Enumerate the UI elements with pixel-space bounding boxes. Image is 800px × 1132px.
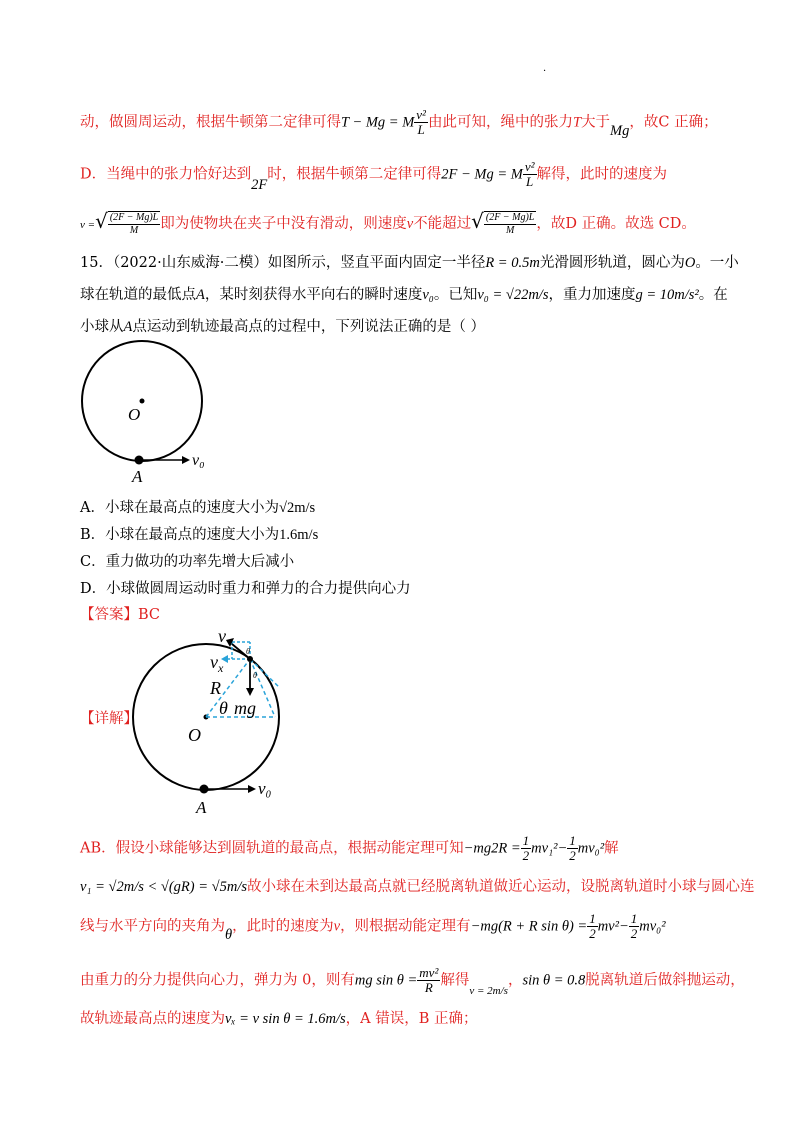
equation: v₀ = √22m/s <box>477 287 549 303</box>
question-15-line-2 <box>80 284 728 306</box>
term: mv₀² <box>639 918 666 935</box>
denominator: R <box>424 980 433 995</box>
text: ，故D 正确。故选 CD。 <box>536 216 696 232</box>
term: mv² <box>597 918 619 935</box>
solution-line-1 <box>80 108 718 137</box>
text: 由重力的分力提供向心力，弹力为 0，则有 <box>80 972 355 989</box>
point-a-label: A <box>196 798 207 817</box>
option-c <box>80 551 294 573</box>
equation: mg sin θ = <box>354 972 418 989</box>
question-15-line-1 <box>80 252 739 274</box>
numerator: 1 <box>522 833 530 848</box>
numerator: 1 <box>630 911 638 926</box>
option-value: 1.6m/s <box>279 527 319 543</box>
text: 时，根据牛顿第二定律可得 <box>267 166 442 183</box>
text: 线与水平方向的夹角为 <box>80 918 225 935</box>
text: 球在轨道的最低点 <box>80 287 196 303</box>
option-text: A．小球在最高点的速度大小为 <box>80 500 279 516</box>
numerator: 1 <box>589 911 596 926</box>
denominator: M <box>129 225 139 236</box>
denominator: L <box>417 122 425 137</box>
numerator: (2F − Mg)L <box>485 212 535 223</box>
text: 不能超过 <box>413 216 472 232</box>
symbol: θ <box>225 926 233 943</box>
text: 。在 <box>698 287 728 303</box>
operator: − <box>618 918 629 935</box>
text: 。已知 <box>433 287 478 303</box>
equation: v₁ = √2m/s < √(gR) = √5m/s <box>80 879 248 895</box>
question-15-line-3 <box>80 316 485 338</box>
text: AB．假设小球能够达到圆轨道的最高点，根据动能定理可知 <box>80 840 464 857</box>
option-text: C．重力做功的功率先增大后减小 <box>80 554 295 570</box>
text: 解得 <box>440 972 470 989</box>
option-value: √2m/s <box>278 500 316 516</box>
theta-small-label: θ <box>246 647 250 656</box>
velocity-label: v₀ <box>192 452 205 469</box>
circle-track-figure <box>70 340 230 490</box>
numerator: v² <box>416 107 426 122</box>
v-label: v <box>218 628 226 646</box>
mg-arrowhead <box>246 688 254 696</box>
denominator: M <box>505 225 515 236</box>
symbol: v <box>333 918 341 935</box>
center-label: O <box>128 405 141 424</box>
equation: vₓ = v sin θ = 1.6m/s <box>225 1011 346 1027</box>
option-d <box>80 578 411 600</box>
ab-line-4 <box>80 966 745 995</box>
sqrt-sign: √ <box>95 209 108 233</box>
symbol: Mg <box>610 122 630 139</box>
center-point <box>140 399 145 404</box>
equation: v = 2m/s <box>469 984 508 997</box>
fraction <box>523 160 537 189</box>
equation: sin θ = 0.8 <box>522 972 586 989</box>
text: 解得，此时的速度为 <box>536 166 667 183</box>
text: ，则根据动能定理有 <box>340 918 471 935</box>
text: 点运动到轨迹最高点的过程中，下列说法正确的是（ ） <box>132 319 485 335</box>
ab-line-3 <box>80 912 666 941</box>
fraction <box>567 834 578 863</box>
symbol: A <box>196 287 205 303</box>
text: 即为使物块在夹子中没有滑动，则速度 <box>160 216 407 232</box>
sqrt-sign: √ <box>471 209 484 233</box>
term: mv₁² <box>531 840 558 857</box>
numerator: 1 <box>569 833 576 848</box>
fraction <box>629 912 640 941</box>
analysis-figure <box>120 628 320 818</box>
dot-mark: · <box>543 66 547 77</box>
text: ， <box>507 972 523 989</box>
text: 。一小 <box>695 255 739 271</box>
fraction <box>484 211 536 237</box>
equation: −mg(R + R sin θ) = <box>470 918 588 935</box>
radius-label: R <box>210 678 221 698</box>
text: ，重力加速度 <box>548 287 636 303</box>
text: 解 <box>604 840 619 857</box>
mg-label: mg <box>234 698 256 718</box>
theta-small-label-2: θ <box>253 671 257 680</box>
text: D．当绳中的张力恰好达到 <box>80 166 252 183</box>
denominator: 2 <box>569 848 576 863</box>
option-b <box>80 524 318 546</box>
denominator: 2 <box>630 926 638 941</box>
answer: 【答案】BC <box>80 607 161 623</box>
angle-label: θ <box>219 698 228 718</box>
equation: R = 0.5m <box>485 255 540 271</box>
denominator: L <box>526 174 534 189</box>
fraction <box>417 966 440 995</box>
text: 故小球在未到达最高点就已经脱离轨道做近心运动，设脱离轨道时小球与圆心连 <box>247 879 755 895</box>
term: mv₀² <box>577 840 605 857</box>
symbol: v = <box>80 219 96 231</box>
numerator: v² <box>524 159 535 174</box>
symbol: A <box>123 319 133 335</box>
v0-arrowhead <box>248 785 256 793</box>
symbol: v₀ <box>422 287 434 303</box>
text: 大于 <box>581 114 611 131</box>
text: ，故C 正确； <box>629 114 718 131</box>
fraction <box>587 912 598 941</box>
fraction <box>414 108 428 137</box>
text: ，A 错误，B 正确； <box>345 1011 478 1027</box>
option-text: D．小球做圆周运动时重力和弹力的合力提供向心力 <box>80 581 411 597</box>
text: ，此时的速度为 <box>232 918 334 935</box>
v0-label: v₀ <box>258 779 272 798</box>
equation: −mg2R = <box>463 840 521 857</box>
numerator: mv² <box>419 965 439 980</box>
detail-label: 【详解】 <box>80 711 138 727</box>
numerator: (2F − Mg)L <box>109 212 159 223</box>
center-label: O <box>188 725 201 745</box>
text: 光滑圆形轨道，圆心为 <box>539 255 685 271</box>
text: 由此可知，绳中的张力 <box>427 114 573 131</box>
symbol: v <box>406 216 414 232</box>
text: 小球从 <box>80 319 124 335</box>
ab-line-1 <box>80 834 619 863</box>
denominator: 2 <box>589 926 596 941</box>
velocity-arrowhead <box>182 456 190 464</box>
vx-label: $v_x$ <box>210 652 224 675</box>
ab-line-5 <box>80 1008 477 1030</box>
solution-line-2 <box>80 159 667 193</box>
ab-line-2 <box>80 876 755 898</box>
ball <box>247 656 253 662</box>
text: ，某时刻获得水平向右的瞬时速度 <box>204 287 423 303</box>
equation: 2F − Mg = M <box>441 166 523 183</box>
equation: g = 10m/s² <box>635 287 699 303</box>
text: 脱离轨道后做斜抛运动， <box>585 972 745 989</box>
point-a-label: A <box>132 467 143 486</box>
text: 故轨迹最高点的速度为 <box>80 1011 225 1027</box>
option-text: B．小球在最高点的速度大小为 <box>80 527 280 543</box>
solution-line-3 <box>80 210 696 237</box>
text: 15．（2022·山东威海·二模）如图所示，竖直平面内固定一半径 <box>80 255 486 271</box>
symbol: 2F <box>251 176 268 193</box>
equation: T − Mg = M <box>341 114 415 131</box>
fraction <box>108 211 160 237</box>
fraction <box>521 834 532 863</box>
symbol: T <box>572 114 582 131</box>
denominator: 2 <box>522 848 530 863</box>
symbol: O <box>684 255 696 271</box>
operator: − <box>557 840 568 857</box>
text: 动，做圆周运动，根据牛顿第二定律可得 <box>80 114 341 131</box>
option-a <box>80 497 315 519</box>
